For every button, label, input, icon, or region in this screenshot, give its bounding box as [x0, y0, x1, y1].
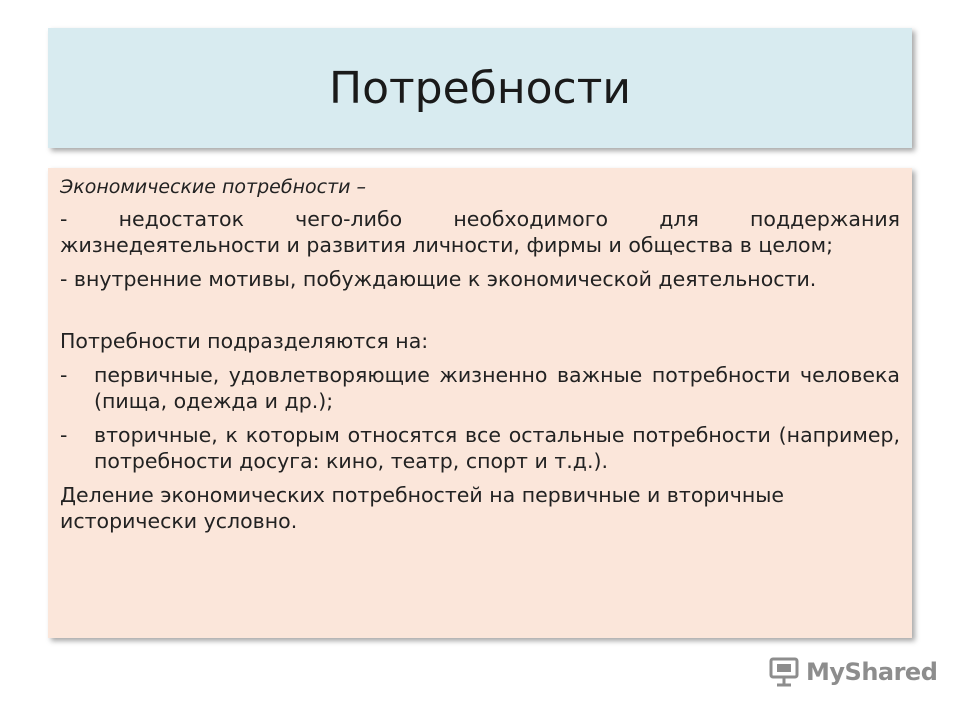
slide-title: Потребности [329, 62, 631, 114]
list-item [60, 422, 900, 474]
conclusion-text: Деление экономических потребностей на первичные и вторичные исторически условно. [60, 483, 785, 533]
list-dash: - [60, 363, 68, 387]
definition-item-1: - недостаток чего-либо необходимого для поддержания жизнедеятельности и развития личности, фирмы и общества в целом; [60, 207, 900, 257]
watermark-text: MyShared [806, 658, 938, 686]
list-item-text: вторичные, к которым относятся все остальные потребности (например, потребности досуга: кино, театр, спорт и т.д.). [94, 423, 900, 473]
presentation-board-icon [768, 656, 800, 688]
list-dash: - [60, 423, 68, 447]
watermark-logo [768, 652, 937, 692]
classification-heading: Потребности подразделяются на: [60, 329, 429, 353]
spacer [60, 300, 900, 328]
title-panel [48, 28, 912, 148]
definition-item-2: - внутренние мотивы, побуждающие к экономической деятельности. [60, 267, 817, 291]
list-item [60, 362, 900, 414]
content-panel [48, 168, 912, 638]
list-item-text: первичные, удовлетворяющие жизненно важные потребности человека (пища, одежда и др.); [94, 363, 900, 413]
definition-heading: Экономические потребности – [60, 176, 367, 198]
